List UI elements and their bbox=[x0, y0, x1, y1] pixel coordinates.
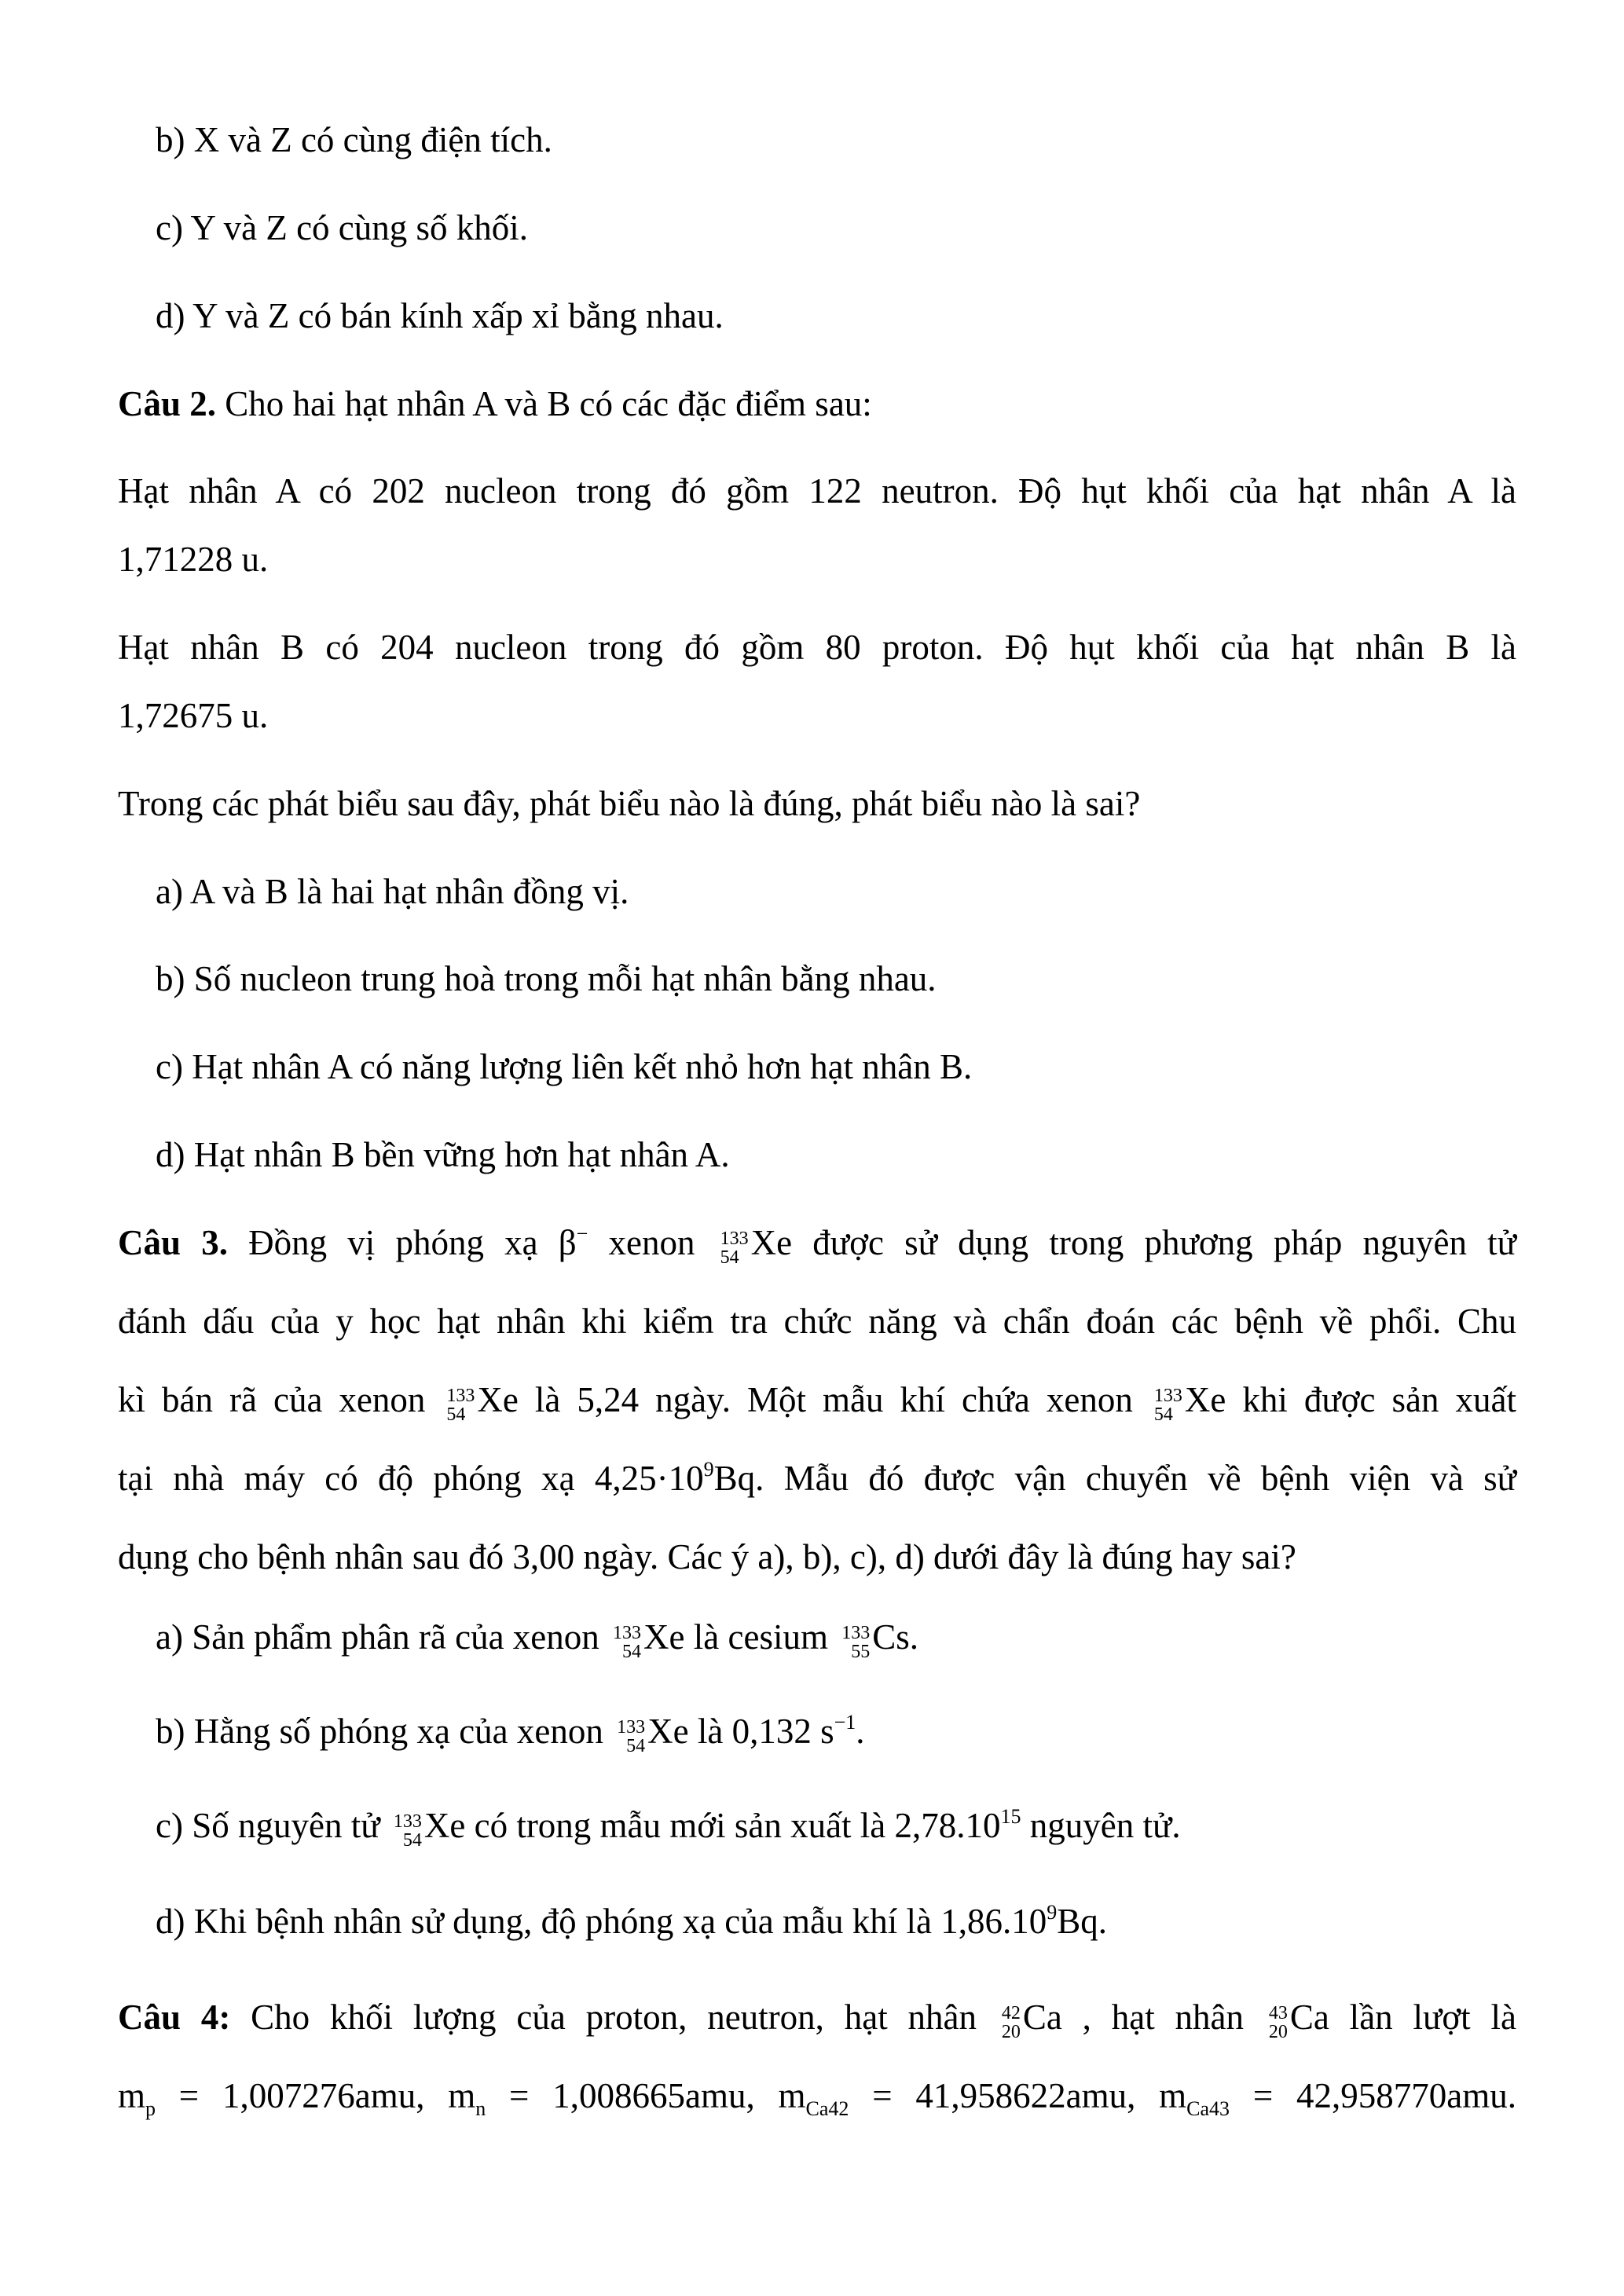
q3-c-mid: có trong mẫu mới sản xuất là 2,78.10 bbox=[465, 1806, 1001, 1845]
q4-l1-mid: , hạt nhân bbox=[1061, 1998, 1264, 2037]
q3-l1-post: được sử dụng trong phương pháp nguyên tử bbox=[792, 1223, 1517, 1262]
q4-line1 bbox=[118, 1995, 1516, 2040]
xe-nuclide bbox=[613, 1624, 641, 1661]
beta-minus-sup: − bbox=[576, 1222, 588, 1245]
q3-option-a bbox=[156, 1615, 918, 1660]
atomic-number: 54 bbox=[402, 1829, 422, 1851]
neutron-mass-value: = 1,008665amu, bbox=[486, 2076, 779, 2115]
ca42-mass-value: = 41,958622amu, bbox=[849, 2076, 1160, 2115]
q3-line1 bbox=[118, 1221, 1517, 1268]
q3-d-post: Bq. bbox=[1057, 1902, 1107, 1941]
element-symbol: Xe bbox=[1184, 1380, 1226, 1419]
q4-l1-post: lần lượt là bbox=[1329, 1998, 1516, 2037]
ca43-mass-value: = 42,958770amu. bbox=[1230, 2076, 1516, 2115]
sub-ca43: Ca43 bbox=[1186, 2097, 1230, 2120]
atomic-number: 54 bbox=[622, 1641, 642, 1662]
q2-option-a: a) A và B là hai hạt nhân đồng vị. bbox=[156, 872, 629, 911]
q3-l1-mid: xenon bbox=[588, 1223, 716, 1262]
q2-option-d: d) Hạt nhân B bền vững hơn hạt nhân A. bbox=[156, 1135, 730, 1174]
q3-l3-pre: kì bán rã của xenon bbox=[118, 1380, 442, 1419]
mass-number: 133 bbox=[720, 1228, 749, 1249]
m-symbol: m bbox=[118, 2076, 146, 2115]
q3-label: Câu 3. bbox=[118, 1223, 228, 1262]
q3-l3-mid: là 5,24 ngày. Một mẫu khí chứa xenon bbox=[518, 1380, 1149, 1419]
xe-nuclide bbox=[1154, 1386, 1182, 1424]
q3-c-pre: c) Số nguyên tử bbox=[156, 1806, 389, 1845]
mass-number: 133 bbox=[617, 1716, 646, 1738]
sub-ca42: Ca42 bbox=[805, 2097, 849, 2120]
q4-line2-masses bbox=[118, 2074, 1516, 2118]
q2-nucleus-b-line1: Hạt nhân B có 204 nucleon trong đó gồm 80 proton. Độ hụt khối của hạt nhân B là bbox=[118, 628, 1516, 667]
q2-intro: Cho hai hạt nhân A và B có các đặc điểm sau: bbox=[225, 384, 872, 423]
q3-l4-post: Bq. Mẫu đó được vận chuyển về bệnh viện và sử bbox=[713, 1459, 1516, 1498]
mass-neutron bbox=[448, 2076, 779, 2120]
q1-option-c: c) Y và Z có cùng số khối. bbox=[156, 208, 529, 247]
exponent: 9 bbox=[1047, 1901, 1058, 1924]
mass-ca42 bbox=[778, 2076, 1160, 2120]
sub-p: p bbox=[145, 2097, 156, 2120]
cs-nuclide bbox=[841, 1624, 870, 1661]
mass-number: 43 bbox=[1268, 2002, 1288, 2023]
q3-line5: dụng cho bệnh nhân sau đó 3,00 ngày. Các ý a), b), c), d) dưới đây là đúng hay sai? bbox=[118, 1537, 1296, 1576]
exponent: −1 bbox=[834, 1711, 856, 1734]
q2-label: Câu 2. bbox=[118, 384, 217, 423]
q3-l1-text: Đồng vị phóng xạ β bbox=[248, 1223, 577, 1262]
q3-d-pre: d) Khi bệnh nhân sử dụng, độ phóng xạ của mẫu khí là 1,86.10 bbox=[156, 1902, 1047, 1941]
xe-nuclide bbox=[446, 1386, 475, 1424]
q3-option-c bbox=[156, 1803, 1181, 1851]
xe-nuclide bbox=[394, 1812, 422, 1850]
element-symbol: Xe bbox=[477, 1380, 519, 1419]
element-symbol: Xe bbox=[643, 1617, 685, 1657]
atomic-number: 55 bbox=[851, 1641, 871, 1662]
element-symbol: Xe bbox=[750, 1223, 793, 1262]
exponent: 15 bbox=[1000, 1805, 1021, 1828]
q3-b-pre: b) Hằng số phóng xạ của xenon bbox=[156, 1712, 613, 1751]
mass-number: 42 bbox=[1001, 2002, 1021, 2023]
q3-line4 bbox=[118, 1456, 1516, 1500]
xe-nuclide bbox=[720, 1229, 749, 1267]
ca43-nuclide bbox=[1269, 2004, 1288, 2041]
q2-nucleus-b-line2: 1,72675 u. bbox=[118, 696, 269, 735]
q4-l1-pre: Cho khối lượng của proton, neutron, hạt nhân bbox=[251, 1998, 997, 2037]
atomic-number: 54 bbox=[1153, 1404, 1173, 1425]
q2-question: Trong các phát biểu sau đây, phát biểu nào là đúng, phát biểu nào là sai? bbox=[118, 784, 1141, 823]
m-symbol: m bbox=[448, 2076, 476, 2115]
q3-option-d bbox=[156, 1899, 1107, 1943]
q2-heading bbox=[118, 382, 872, 426]
mass-number: 133 bbox=[446, 1385, 475, 1406]
q4-label: Câu 4: bbox=[118, 1998, 231, 2037]
exponent: 9 bbox=[703, 1458, 714, 1481]
element-symbol: Xe bbox=[647, 1712, 689, 1751]
q3-line2: đánh dấu của y học hạt nhân khi kiểm tra chức năng và chẩn đoán các bệnh về phổi. Chu bbox=[118, 1302, 1516, 1341]
q3-l4-pre: tại nhà máy có độ phóng xạ 4,25·10 bbox=[118, 1459, 704, 1498]
mass-proton bbox=[118, 2076, 449, 2120]
element-symbol: Xe bbox=[423, 1806, 466, 1845]
q2-nucleus-a-line1: Hạt nhân A có 202 nucleon trong đó gồm 122 neutron. Độ hụt khối của hạt nhân A là bbox=[118, 471, 1516, 511]
q3-l3-post: khi được sản xuất bbox=[1226, 1380, 1516, 1419]
mass-number: 133 bbox=[613, 1622, 642, 1643]
atomic-number: 54 bbox=[720, 1247, 739, 1268]
sub-n: n bbox=[475, 2097, 486, 2120]
atomic-number: 54 bbox=[446, 1404, 466, 1425]
q3-a-mid: là cesium bbox=[684, 1617, 838, 1657]
mass-number: 133 bbox=[393, 1811, 422, 1832]
q2-option-c: c) Hạt nhân A có năng lượng liên kết nhỏ hơn hạt nhân B. bbox=[156, 1047, 973, 1086]
q3-option-b bbox=[156, 1709, 865, 1754]
atomic-number: 20 bbox=[1001, 2021, 1021, 2042]
mass-ca43 bbox=[1159, 2076, 1516, 2120]
q3-c-post: nguyên tử. bbox=[1021, 1806, 1181, 1845]
proton-mass-value: = 1,007276amu, bbox=[156, 2076, 449, 2115]
q3-line3 bbox=[118, 1378, 1516, 1423]
element-symbol: Cs bbox=[872, 1617, 910, 1657]
q3-b-mid: là 0,132 s bbox=[688, 1712, 834, 1751]
q2-option-b: b) Số nucleon trung hoà trong mỗi hạt nhân bằng nhau. bbox=[156, 959, 937, 998]
m-symbol: m bbox=[1159, 2076, 1187, 2115]
atomic-number: 54 bbox=[626, 1735, 646, 1756]
q3-a-pre: a) Sản phẩm phân rã của xenon bbox=[156, 1617, 609, 1657]
atomic-number: 20 bbox=[1268, 2021, 1288, 2042]
xe-nuclide bbox=[617, 1718, 645, 1756]
ca42-nuclide bbox=[1002, 2004, 1021, 2041]
q3-a-post: . bbox=[909, 1617, 919, 1657]
mass-number: 133 bbox=[1153, 1385, 1182, 1406]
mass-number: 133 bbox=[841, 1622, 871, 1643]
m-symbol: m bbox=[778, 2076, 806, 2115]
element-symbol: Ca bbox=[1289, 1998, 1329, 2037]
q1-option-b: b) X và Z có cùng điện tích. bbox=[156, 120, 552, 159]
q2-nucleus-a-line2: 1,71228 u. bbox=[118, 540, 269, 579]
q1-option-d: d) Y và Z có bán kính xấp xỉ bằng nhau. bbox=[156, 296, 724, 335]
element-symbol: Ca bbox=[1022, 1998, 1062, 2037]
q3-b-post: . bbox=[856, 1712, 865, 1751]
